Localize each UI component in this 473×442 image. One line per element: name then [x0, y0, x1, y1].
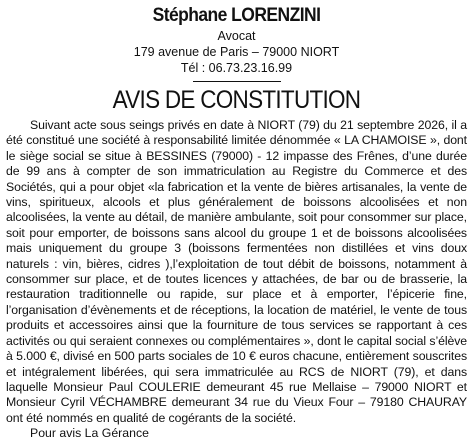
- notice-title: AVIS DE CONSTITUTION: [112, 86, 361, 114]
- notice-signoff: Pour avis La Gérance: [30, 426, 149, 441]
- lawyer-address: 179 avenue de Paris – 79000 NIORT: [133, 45, 340, 59]
- lawyer-phone: Tél : 06.73.23.16.99: [180, 61, 293, 75]
- lawyer-name: Stéphane LORENZINI: [152, 5, 321, 26]
- notice-body: Suivant acte sous seings privés en date à NIORT (79) du 21 septembre 2026, il a été constitué une société à responsabilité limitée dénommée « LA CHAMOISE », dont le siège social se situe à BESSINES (79000) - 12 impasse des Frênes, d’une durée de 99 ans à compter de son immatriculation au Registre du Commerce et des Sociétés, qui a pour objet «la fabrication et la vente de bières artisanales, la vente de vins, spiritueux, alcools et plus généralement de boissons alcoolisées et non alcoolisées, la vente au détail, de manière ambulante, soit pour consommer sur place, soit pour emporter, de boissons sans alcool du groupe 1 et de boissons alcoolisées mais uniquement du groupe 3 (boissons fermentées non distillées et vins doux naturels : vin, bières, cidres ),l’exploitation de tout débit de boissons, notamment à consommer sur place, et de toutes licences y attachées, de bar ou de brasserie, la restauration traditionnelle ou rapide, sur place et à emporter, l’épicerie fine, l’organisation d’évènements et de réceptions, la location de matériel, le vente de tous produits et accessoires ainsi que la fourniture de tous services se rapportant à ces activités ou qui seraient connexes ou complémentaires », dont le capital social s’élève à 5.000 €, divisé en 500 parts sociales de 10 € euros chacune, entièrement souscrites et intégralement libérées, qui sera immatriculée au RCS de NIORT (79), et dans laquelle Monsieur Paul COULERIE demeurant 45 rue Mellaise – 79000 NIORT et Monsieur Cyril VÉCHAMBRE demeurant 34 rue du Vieux Four – 79180 CHAURAY ont été nommés en qualité de cogérants de la société.: [6, 118, 467, 425]
- header-divider: [193, 81, 281, 82]
- lawyer-profession: Avocat: [217, 29, 256, 43]
